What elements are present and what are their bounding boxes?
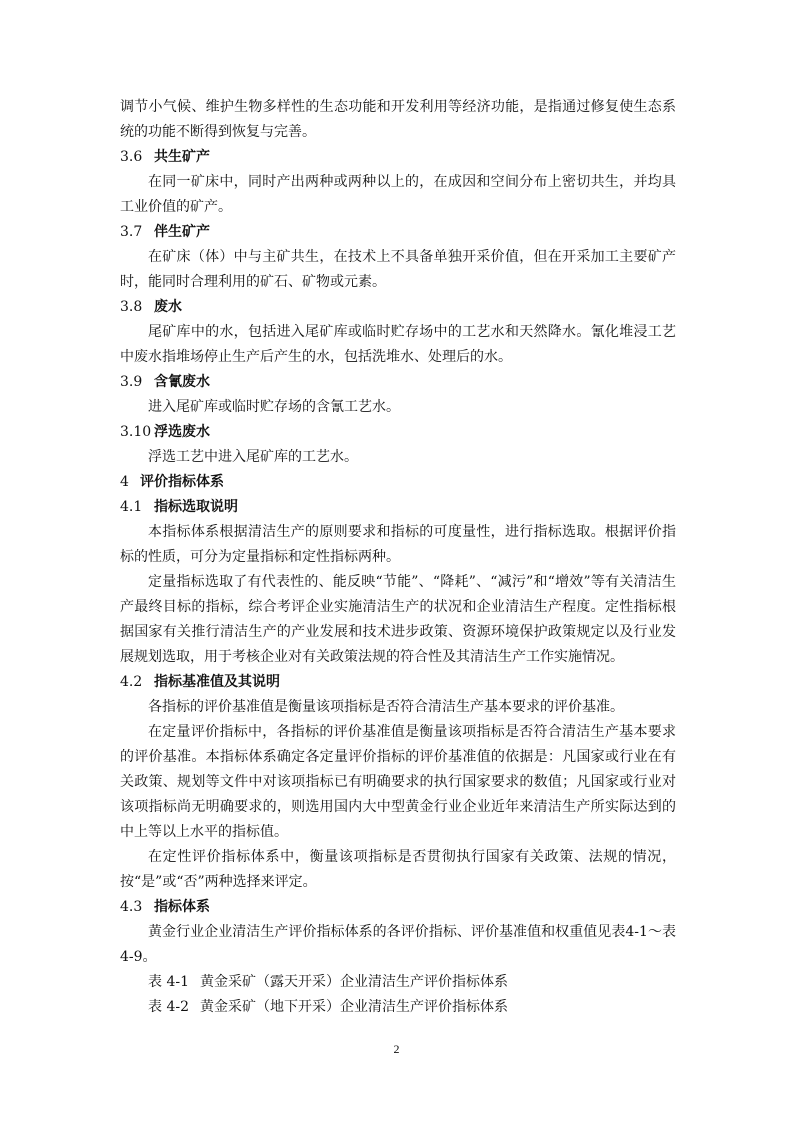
heading-title: 评价指标体系 [140,474,224,490]
paragraph-4-3: 黄金行业企业清洁生产评价指标体系的各评价指标、评价基准值和权重值见表4-1～表4-9。 [120,924,676,965]
heading-title: 共生矿产 [154,149,210,165]
table-number: 表 4-1 [148,974,189,990]
heading-title: 废水 [154,299,182,315]
heading-number: 4.3 [120,899,143,915]
heading-4-1 [120,495,676,520]
heading-3-7 [120,220,676,245]
table-caption-4-2 [120,995,676,1020]
table-caption-4-1 [120,970,676,995]
heading-title: 指标选取说明 [154,499,238,515]
page-number: 2 [393,1042,400,1056]
heading-number: 3.9 [120,374,143,390]
heading-title: 指标基准值及其说明 [154,674,280,690]
table-title: 黄金采矿（地下开采）企业清洁生产评价指标体系 [200,999,508,1015]
heading-3-6 [120,145,676,170]
paragraph-3-10: 浮选工艺中进入尾矿库的工艺水。 [148,449,358,465]
heading-number: 3.10 [120,424,152,440]
paragraph-4-1-a: 本指标体系根据清洁生产的原则要求和指标的可度量性，进行指标选取。根据评价指标的性质，可分为定量指标和定性指标两种。 [120,524,676,565]
heading-title: 含氰废水 [154,374,210,390]
heading-4-2 [120,670,676,695]
paragraph-4-1-b: 定量指标选取了有代表性的、能反映“节能”、“降耗”、“减污”和“增效”等有关清洁生产最终目标的指标，综合考评企业实施清洁生产的状况和企业清洁生产程度。定性指标根据国家有关推行清洁生产的产业发展和技术进步政策、资源环境保护政策规定以及行业发展规划选取，用于考核企业对有关政策法规的符合性及其清洁生产工作实施情况。 [120,574,676,665]
heading-title: 浮选废水 [154,424,210,440]
paragraph-3-7: 在矿床（体）中与主矿共生，在技术上不具备单独开采价值，但在开采加工主要矿产时，能同时合理利用的矿石、矿物或元素。 [120,249,676,290]
document-body [120,95,676,1020]
heading-number: 4.1 [120,499,143,515]
heading-3-8 [120,295,676,320]
paragraph-4-2-c: 在定性评价指标体系中，衡量该项指标是否贯彻执行国家有关政策、法规的情况，按“是”或“否”两种选择来评定。 [120,849,676,890]
heading-number: 3.6 [120,149,143,165]
table-title: 黄金采矿（露天开采）企业清洁生产评价指标体系 [200,974,508,990]
paragraph-intro: 调节小气候、维护生物多样性的生态功能和开发利用等经济功能，是指通过修复使生态系统的功能不断得到恢复与完善。 [120,99,676,140]
heading-number: 4.2 [120,674,143,690]
table-number: 表 4-2 [148,999,189,1015]
heading-number: 3.7 [120,224,143,240]
heading-3-9 [120,370,676,395]
heading-number: 4 [120,474,129,490]
paragraph-4-2-a: 各指标的评价基准值是衡量该项指标是否符合清洁生产基本要求的评价基准。 [148,699,624,715]
paragraph-3-9: 进入尾矿库或临时贮存场的含氰工艺水。 [148,399,400,415]
heading-4 [120,470,676,495]
heading-title: 指标体系 [154,899,210,915]
heading-4-3 [120,895,676,920]
paragraph-3-6: 在同一矿床中，同时产出两种或两种以上的，在成因和空间分布上密切共生，并均具工业价值的矿产。 [120,174,676,215]
heading-title: 伴生矿产 [154,224,210,240]
paragraph-3-8: 尾矿库中的水，包括进入尾矿库或临时贮存场中的工艺水和天然降水。氰化堆浸工艺中废水指堆场停止生产后产生的水，包括洗堆水、处理后的水。 [120,324,676,365]
heading-number: 3.8 [120,299,143,315]
heading-3-10 [120,420,676,445]
paragraph-4-2-b: 在定量评价指标中，各指标的评价基准值是衡量该项指标是否符合清洁生产基本要求的评价基准。本指标体系确定各定量评价指标的评价基准值的依据是：凡国家或行业在有关政策、规划等文件中对该项指标已有明确要求的执行国家要求的数值；凡国家或行业对该项指标尚无明确要求的，则选用国内大中型黄金行业企业近年来清洁生产所实际达到的中上等以上水平的指标值。 [120,724,676,840]
